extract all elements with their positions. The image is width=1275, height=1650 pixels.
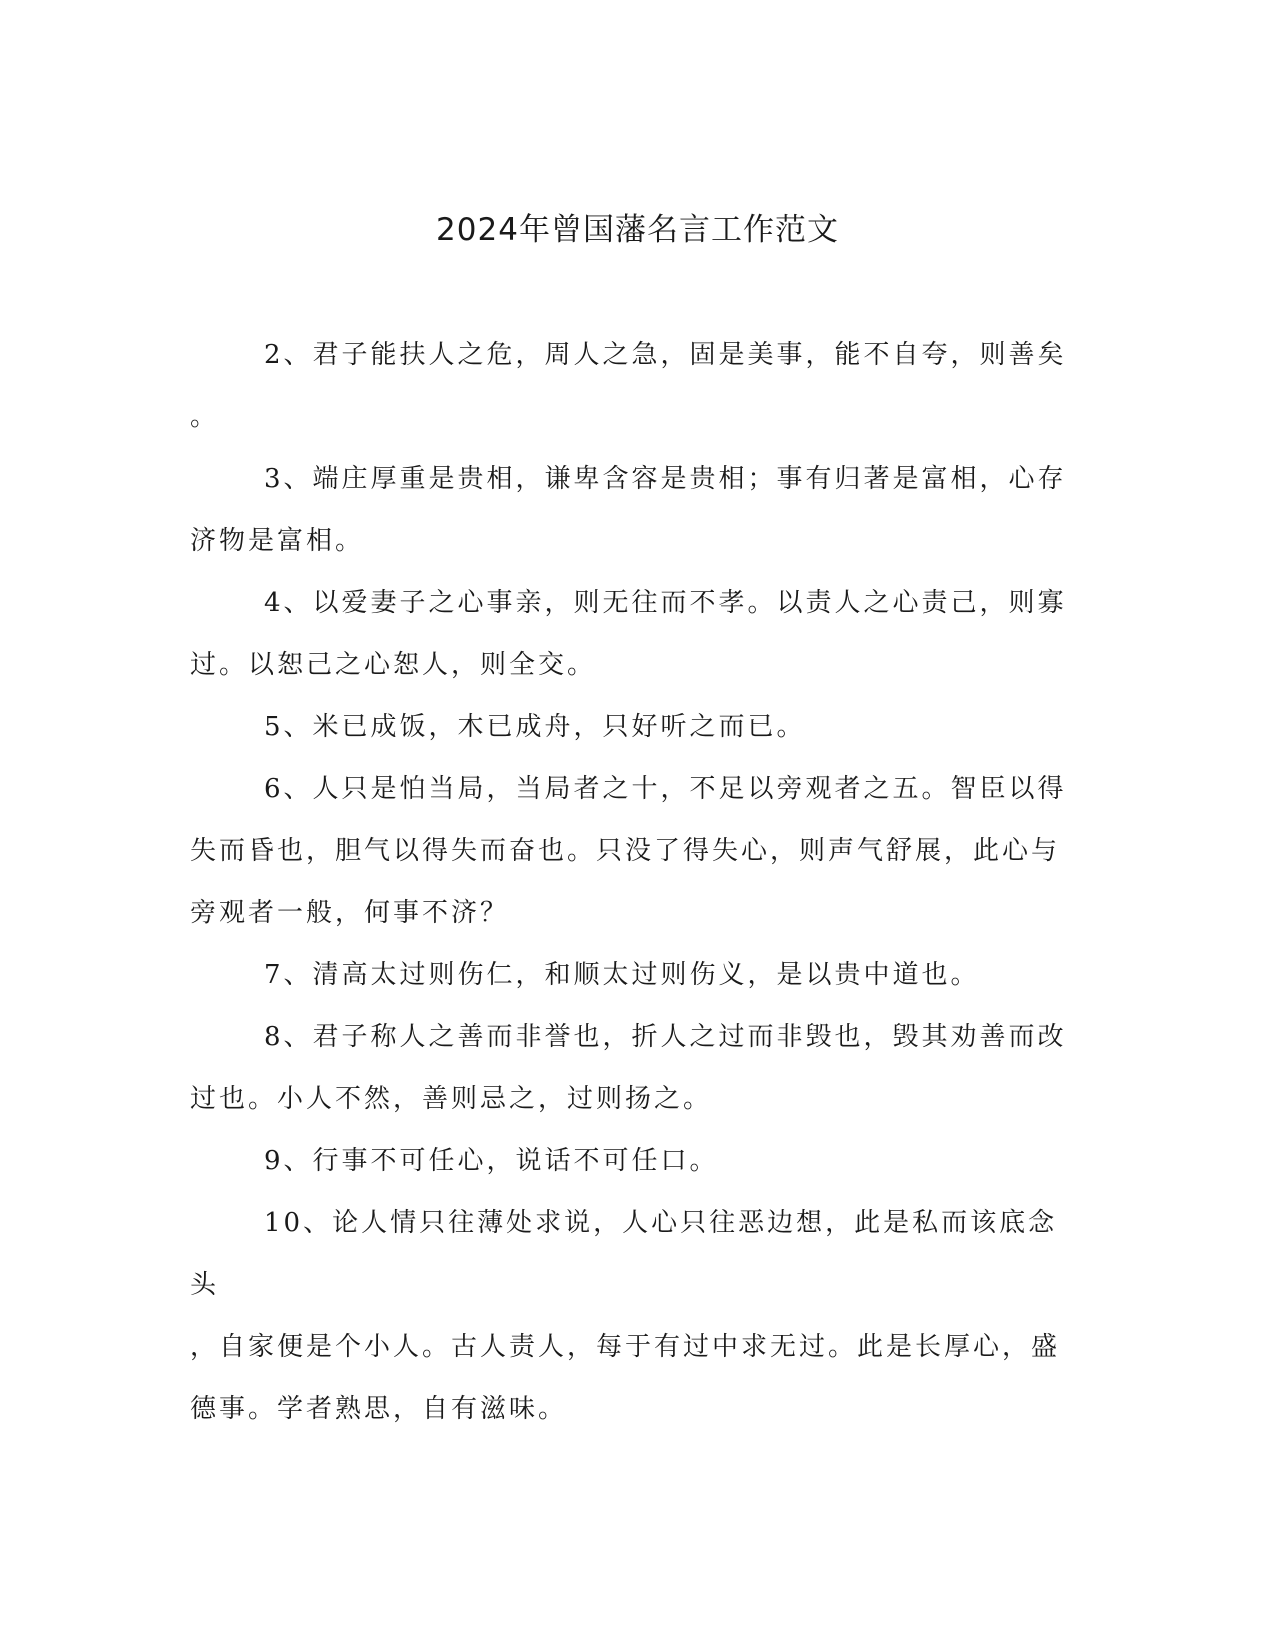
quote-paragraph-4: 4、以爱妻子之心事亲，则无往而不孝。以责人之心责己，则寡 过。以恕己之心恕人，则全交。 <box>190 588 1067 680</box>
document-title: 2024年曾国藩名言工作范文 <box>436 212 839 248</box>
quote-paragraph-3: 3、端庄厚重是贵相，谦卑含容是贵相；事有归著是富相，心存 济物是富相。 <box>190 464 1067 556</box>
quote-paragraph-7: 7、清高太过则伤仁，和顺太过则伤义，是以贵中道也。 <box>264 960 980 990</box>
quote-paragraph-9: 9、行事不可任心，说话不可任口。 <box>264 1146 719 1176</box>
quote-paragraph-5: 5、米已成饭，木已成舟，只好听之而已。 <box>264 712 806 742</box>
document-body <box>190 324 1070 1440</box>
quote-paragraph-8: 8、君子称人之善而非誉也，折人之过而非毁也，毁其劝善而改 过也。小人不然，善则忌之，过则扬之。 <box>190 1022 1067 1114</box>
quote-paragraph-2: 2、君子能扶人之危，周人之急，固是美事，能不自夸，则善矣 。 <box>190 340 1067 432</box>
quote-paragraph-10: 10、论人情只往薄处求说，人心只往恶边想，此是私而该底念头 ，自家便是个小人。古人责人，每于有过中求无过。此是长厚心，盛 德事。学者熟思，自有滋味。 <box>190 1208 1061 1424</box>
quote-paragraph-6: 6、人只是怕当局，当局者之十，不足以旁观者之五。智臣以得 失而昏也，胆气以得失而奋也。只没了得失心，则声气舒展，此心与 旁观者一般，何事不济？ <box>190 774 1067 928</box>
